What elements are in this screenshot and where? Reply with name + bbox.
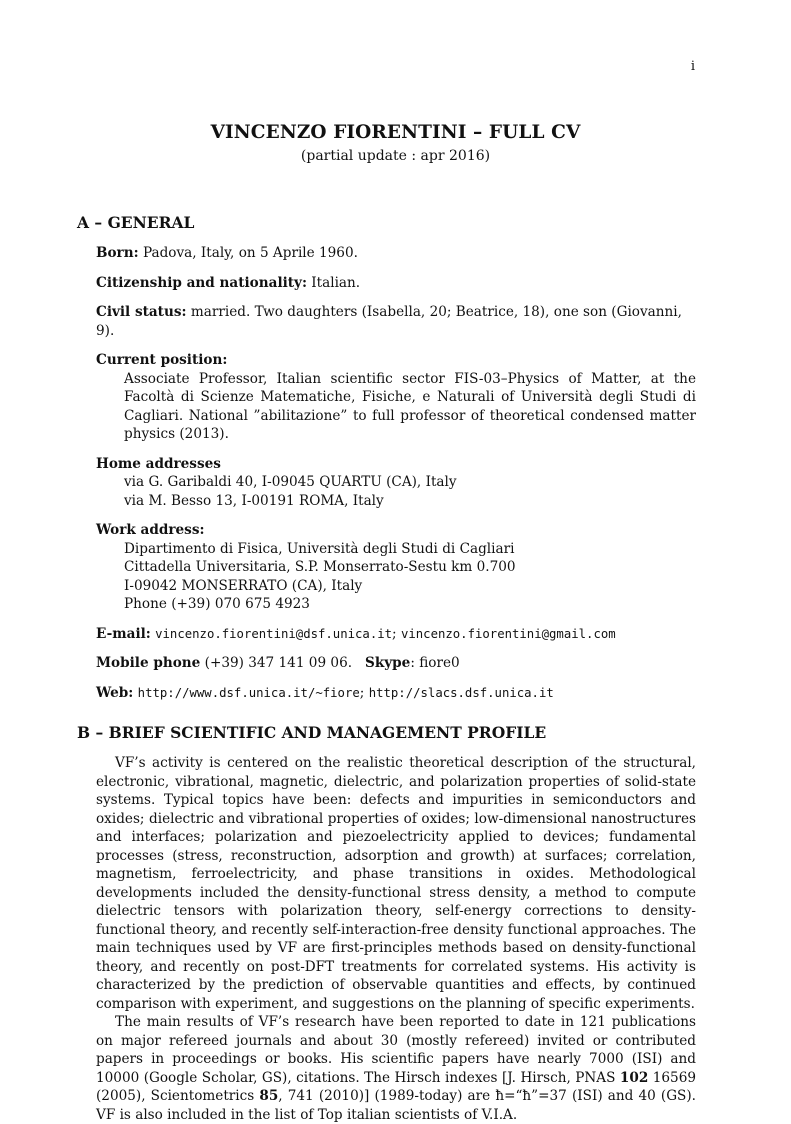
section-a-heading: A – GENERAL bbox=[77, 213, 195, 232]
web-entry bbox=[96, 684, 696, 703]
web-label: Web: bbox=[96, 684, 134, 701]
paragraph-2-text-a: The main results of VF’s research have been reported to date in 121 publications on major refereed journals and about 30 (mostly refereed) invited or contributed papers in proceedings or books. His scientific papers have nearly 7000 (ISI) and 10000 (Google Scholar, GS), citations. The Hirsch indexes [J. Hirsch, PNAS bbox=[96, 1014, 696, 1086]
skype-label: Skype bbox=[365, 655, 411, 671]
born-value: Padova, Italy, on 5 Aprile 1960. bbox=[138, 245, 358, 261]
home-addresses-lines bbox=[96, 473, 696, 510]
born-label: Born: bbox=[96, 245, 139, 261]
paragraph-2-text-c: , 741 (2010)] (1989-today) are ħ=“ħ”=37 (ISI) and 40 (GS). VF is also included in the list of Top italian scientists of V.I.A. bbox=[96, 1088, 696, 1123]
work-address-line: Dipartimento di Fisica, Università degli Studi di Cagliari bbox=[124, 540, 515, 557]
profile-paragraph-1: VF’s activity is centered on the realistic theoretical description of the structural, electronic, vibrational, magnetic, dielectric, and polarization properties of solid-state systems. Typical topics have been: defects and impurities in semiconductors and oxides; dielectric and vibrational properties of oxides; low-dimensional nanostructures and interfaces; polarization and piezoelectricity applied to devices; fundamental processes (stress, reconstruction, adsorption and growth) at surfaces; correlation, magnetism, ferroelectricity, and phase transitions in oxides. Methodological developments included the density-functional stress density, a method to compute dielectric tensors with polarization theory, self-energy corrections to density-functional theory, and recently self-interaction-free density functional approaches. The main techniques used by VF are first-principles methods based on density-functional theory, and recently on post-DFT treatments for correlated systems. His activity is characterized by the prediction of observable quantities and effects, by continued comparison with experiment, and suggestions on the planning of specific experiments. bbox=[96, 755, 696, 1012]
home-addresses-entry bbox=[96, 455, 696, 511]
work-address-entry bbox=[96, 521, 696, 614]
pnas-volume: 102 bbox=[619, 1069, 649, 1086]
web-link-secondary[interactable]: http://slacs.dsf.unica.it bbox=[368, 685, 554, 700]
current-position-value: Associate Professor, Italian scientific sector FIS-03–Physics of Matter, at the Facoltà di Scienze Matematiche, Fisiche, e Naturali of Università degli Studi di Cagliari. National ”abilitazione” to full professor of theoretical condensed matter physics (2013). bbox=[124, 370, 696, 442]
civil-status-entry bbox=[96, 303, 696, 340]
section-b bbox=[77, 722, 696, 1124]
work-address-lines bbox=[96, 540, 696, 614]
work-address-line: Cittadella Universitaria, S.P. Monserrato-Sestu km 0.700 bbox=[124, 559, 516, 575]
current-position-entry bbox=[96, 351, 696, 444]
page-number: i bbox=[690, 59, 695, 74]
section-b-heading: B – BRIEF SCIENTIFIC AND MANAGEMENT PROFILE bbox=[77, 723, 547, 742]
profile-paragraph-2 bbox=[96, 1013, 696, 1124]
citizenship-entry bbox=[96, 274, 696, 293]
paragraph-2-text-b: 16569 (2005), Scientometrics bbox=[96, 1069, 696, 1104]
current-position-label: Current position: bbox=[96, 352, 228, 368]
email-link-primary[interactable]: vincenzo.fiorentini@dsf.unica.it bbox=[155, 626, 393, 641]
skype-value: : fiore0 bbox=[410, 655, 460, 671]
content bbox=[77, 212, 696, 1124]
scientometrics-volume: 85 bbox=[259, 1088, 279, 1104]
civil-status-label: Civil status: bbox=[96, 304, 187, 320]
email-label: E-mail: bbox=[96, 625, 151, 642]
email-separator: ; bbox=[392, 625, 401, 642]
home-address-line: via M. Besso 13, I-00191 ROMA, Italy bbox=[124, 492, 384, 509]
work-address-label: Work address: bbox=[96, 522, 205, 538]
born-entry bbox=[96, 244, 696, 263]
document-subtitle: (partial update : apr 2016) bbox=[300, 148, 491, 164]
civil-status-value: married. Two daughters (Isabella, 20; Beatrice, 18), one son (Giovanni, 9). bbox=[96, 304, 682, 339]
web-separator: ; bbox=[359, 684, 369, 701]
web-link-primary[interactable]: http://www.dsf.unica.it/~fiore bbox=[137, 685, 360, 700]
email-entry bbox=[96, 625, 696, 644]
work-phone-line: Phone (+39) 070 675 4923 bbox=[124, 596, 310, 612]
home-address-line: via G. Garibaldi 40, I-09045 QUARTU (CA), Italy bbox=[124, 474, 457, 490]
mobile-value: (+39) 347 141 09 06. bbox=[200, 655, 353, 671]
home-addresses-label: Home addresses bbox=[96, 455, 221, 472]
citizenship-value: Italian. bbox=[306, 274, 361, 291]
mobile-entry bbox=[96, 654, 696, 673]
work-address-line: I-09042 MONSERRATO (CA), Italy bbox=[124, 577, 363, 594]
mobile-label: Mobile phone bbox=[96, 655, 201, 671]
citizenship-label: Citizenship and nationality: bbox=[96, 274, 307, 291]
email-link-secondary[interactable]: vincenzo.fiorentini@gmail.com bbox=[400, 626, 616, 641]
title-block bbox=[0, 121, 791, 166]
document-title: VINCENZO FIORENTINI – FULL CV bbox=[210, 122, 581, 143]
